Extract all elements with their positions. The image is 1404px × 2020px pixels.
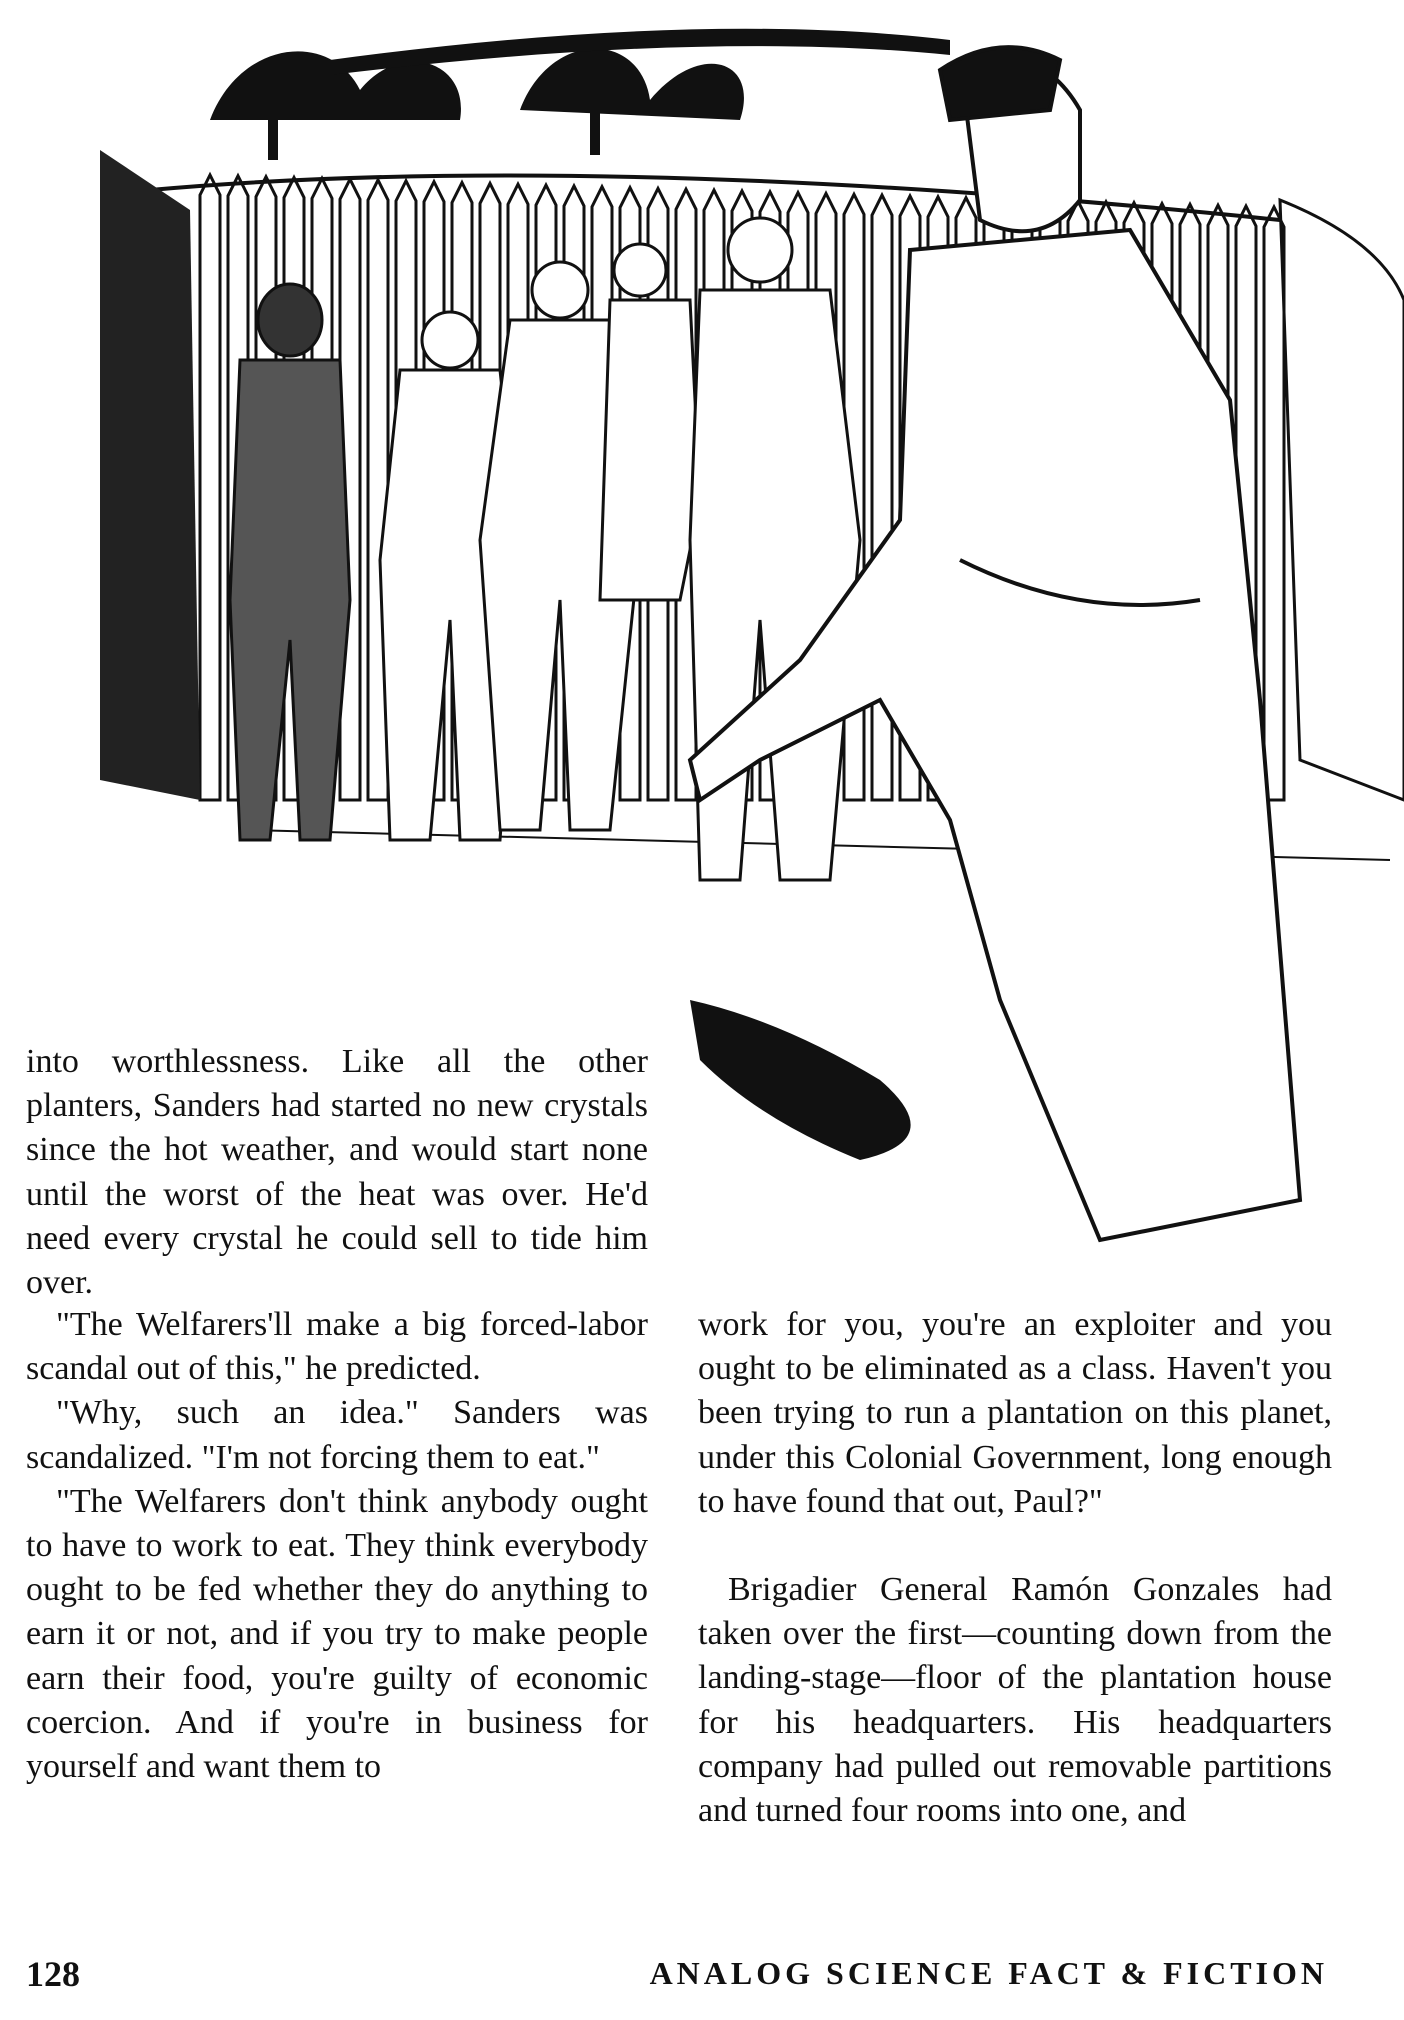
text-column-right [698, 1303, 1332, 1833]
fence-pale [1264, 207, 1284, 800]
hut-left [100, 150, 200, 800]
hut-right [1280, 200, 1404, 800]
text-column-left-top [26, 1040, 648, 1305]
magazine-title: ANALOG SCIENCE FACT & FICTION [649, 1955, 1328, 1991]
paragraph: Brigadier General Ramón Gonzales had taken over the first—counting down from the landing-stage—floor of the plantation house for his headquarters. His headquarters company had pulled out removable partitions and turned four rooms into one, and [698, 1571, 1332, 1830]
paragraph: "The Welfarers'll make a big forced-labor scandal out of this," he predicted. [26, 1306, 648, 1388]
paragraph: "Why, such an idea." Sanders was scandalized. "I'm not forcing them to eat." [26, 1394, 648, 1476]
paragraph: "The Welfarers don't think anybody ought to have to work to eat. They think everybody ought to be fed whether they do anything to earn it or not, and if you try to make people earn their food, you're guilty of economic coercion. And if you're in business for yourself and want them to [26, 1482, 648, 1786]
text-column-left [26, 1303, 648, 1789]
fence-pale [200, 175, 220, 800]
page-number: 128 [26, 1954, 80, 1994]
laborer-figure [600, 244, 700, 600]
native-figure [230, 284, 350, 840]
paragraph: work for you, you're an exploiter and you ought to be eliminated as a class. Haven't you been trying to run a plantation on this planet, under this Colonial Government, long enough to have found that out, Paul?" [698, 1306, 1332, 1520]
paragraph: into worthlessness. Like all the other planters, Sanders had started no new crystals since the hot weather, and would start none until the worst of the heat was over. He'd need every crystal he could sell to tide him over. [26, 1043, 648, 1302]
background-trees [210, 29, 950, 160]
laborer-group [230, 218, 860, 880]
